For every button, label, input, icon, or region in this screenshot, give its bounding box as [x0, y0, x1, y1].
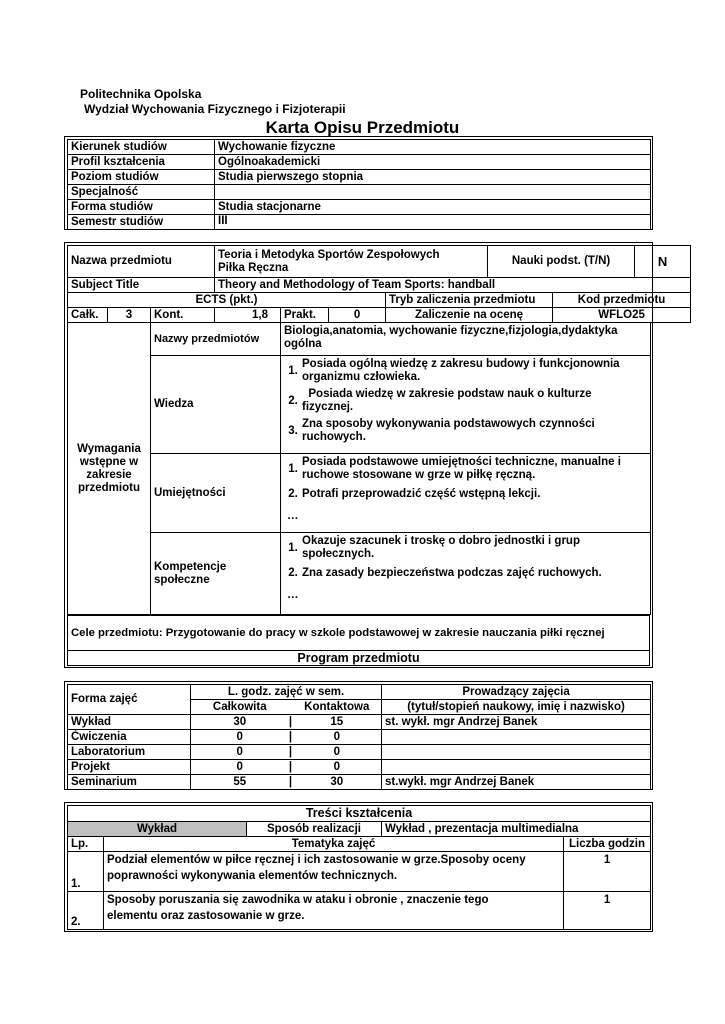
item-number: 3. — [288, 424, 298, 437]
hours-label: L. godz. zajęć w sem. — [191, 685, 382, 700]
requirements-label-line: przedmiotu — [78, 481, 140, 494]
knowledge-label: Wiedza — [151, 356, 281, 454]
class-form-label: Forma zajęć — [68, 685, 191, 715]
subject-title-value: Theory and Methodology of Team Sports: handball — [215, 278, 691, 293]
prerequisite-subjects-line: ogólna — [284, 338, 322, 350]
teacher — [382, 760, 651, 775]
item-line: ruchowych. — [302, 431, 366, 443]
study-value: Wychowanie fizyczne — [215, 140, 651, 155]
method-value: Wykład , prezentacja multimedialna — [382, 822, 651, 837]
item-number: 1. — [288, 364, 298, 377]
topic-line: elementu oraz zastosowanie w grze. — [107, 910, 305, 922]
classes-table — [67, 684, 651, 790]
hours-separator: | — [288, 730, 293, 743]
contact-hours: 0 — [293, 745, 382, 760]
content-type: Wykład — [68, 822, 247, 837]
subject-title-label: Subject Title — [68, 278, 215, 293]
total-ects-label: Całk. — [68, 308, 108, 323]
class-form: Laboratorium — [68, 745, 191, 760]
study-value — [215, 185, 651, 200]
total-hours: 55 — [191, 775, 289, 790]
list-item — [284, 418, 647, 444]
subject-name-line: Teoria i Metodyka Sportów Zespołowych — [218, 248, 440, 261]
teacher: st.wykł. mgr Andrzej Banek — [382, 775, 651, 790]
hours-separator: | — [288, 715, 293, 728]
item-line: ruchowe stosowane w grze w piłkę ręczną. — [302, 469, 536, 481]
prerequisite-subjects-label: Nazwy przedmiotów — [151, 323, 281, 356]
topic-hours: 1 — [564, 892, 651, 930]
list-item — [284, 358, 647, 384]
prerequisite-subjects-line: Biologia,anatomia, wychowanie fizyczne,fizjologia,dydaktyka — [284, 325, 618, 337]
list-item — [284, 488, 647, 502]
teacher — [382, 730, 651, 745]
study-value: III — [215, 215, 651, 230]
study-value: Studia pierwszego stopnia — [215, 170, 651, 185]
list-item — [284, 535, 647, 561]
social-competence-list — [281, 533, 651, 615]
social-competence-label — [151, 533, 281, 615]
contact-hours: 0 — [293, 730, 382, 745]
ects-label: ECTS (pkt.) — [68, 293, 386, 308]
contact-hours: 0 — [293, 760, 382, 775]
method-label: Sposób realizacji — [247, 822, 382, 837]
table-row — [68, 892, 651, 930]
code-value: WFLO25 — [553, 308, 691, 323]
item-number: 1. — [288, 541, 298, 554]
knowledge-list — [281, 356, 651, 454]
item-number: 1. — [288, 462, 298, 475]
total-ects-value: 3 — [108, 308, 151, 323]
class-form: Projekt — [68, 760, 191, 775]
contact-hours-label: Kontaktowa — [293, 700, 382, 715]
item-line: organizmu człowieka. — [302, 371, 421, 383]
code-label: Kod przedmiotu — [553, 293, 691, 308]
item-line: Posiada wiedzę w zakresie podstaw nauk o kulturze — [302, 388, 592, 400]
study-table — [67, 139, 651, 230]
social-competence-label-line: społeczne — [154, 573, 210, 586]
subject-table — [67, 245, 691, 323]
list-ellipsis: … — [287, 588, 299, 601]
subject-name — [215, 246, 488, 278]
table-row — [68, 730, 651, 745]
contact-ects-label: Kont. — [151, 308, 215, 323]
requirements-label — [68, 323, 151, 615]
topic-line: Sposoby poruszania się zawodnika w ataku i obronie , znaczenie tego — [107, 894, 489, 906]
total-hours: 0 — [191, 730, 289, 745]
study-label: Forma studiów — [68, 200, 215, 215]
study-label: Profil kształcenia — [68, 155, 215, 170]
list-item — [284, 567, 647, 581]
practical-ects-label: Prakt. — [281, 308, 329, 323]
topic — [104, 892, 564, 930]
page-title: Karta Opisu Przedmiotu — [265, 118, 460, 137]
table-row — [68, 745, 651, 760]
social-competence-label-line: Kompetencje — [154, 560, 227, 573]
class-form: Seminarium — [68, 775, 191, 790]
requirements-label-line: Wymagania — [77, 442, 141, 455]
study-label: Semestr studiów — [68, 215, 215, 230]
skills-label: Umiejętności — [151, 454, 281, 533]
hours-separator: | — [288, 775, 293, 788]
practical-ects-value: 0 — [329, 308, 386, 323]
study-label: Kierunek studiów — [68, 140, 215, 155]
requirements-label-line: wstępne w — [79, 455, 139, 468]
content-title: Treści kształcenia — [68, 806, 651, 822]
contact-hours: 15 — [293, 715, 382, 730]
item-line: Zna sposoby wykonywania podstawowych czynności — [302, 418, 595, 430]
mode-label: Tryb zaliczenia przedmiotu — [386, 293, 553, 308]
topic-line: Podział elementów w piłce ręcznej i ich zastosowanie w grze.Sposoby oceny — [107, 854, 526, 866]
table-row — [68, 775, 651, 790]
skills-list — [281, 454, 651, 533]
study-label: Specjalność — [68, 185, 215, 200]
item-line: Okazuje szacunek i troskę o dobro jednostki i grup — [302, 535, 580, 547]
total-hours: 0 — [191, 760, 289, 775]
topic — [104, 852, 564, 892]
content-hours-label: Liczba godzin — [564, 837, 651, 852]
hours-separator: | — [288, 760, 293, 773]
class-form: Ćwiczenia — [68, 730, 191, 745]
table-row — [68, 760, 651, 775]
total-hours-label: Całkowita — [191, 700, 289, 715]
class-form: Wykład — [68, 715, 191, 730]
requirements-table — [67, 322, 651, 615]
teacher-sub-label: (tytuł/stopień naukowy, imię i nazwisko) — [382, 700, 651, 715]
basic-sciences-label: Nauki podst. (T/N) — [488, 246, 635, 278]
study-label: Poziom studiów — [68, 170, 215, 185]
total-hours: 0 — [191, 745, 289, 760]
item-number: 2. — [288, 394, 298, 407]
topic-label: Tematyka zajęć — [104, 837, 564, 852]
item-line: społecznych. — [302, 548, 375, 560]
total-hours: 30 — [191, 715, 289, 730]
table-row — [68, 852, 651, 892]
contact-hours: 30 — [293, 775, 382, 790]
study-value: Studia stacjonarne — [215, 200, 651, 215]
item-line: Posiada podstawowe umiejętności techniczne, manualne i — [302, 456, 621, 468]
basic-sciences-value: N — [635, 246, 691, 278]
lp-label: Lp. — [68, 837, 104, 852]
table-row — [68, 715, 651, 730]
topic-line: poprawności wykonywania elementów technicznych. — [107, 870, 398, 882]
list-item — [284, 388, 647, 414]
item-line: Zna zasady bezpieczeństwa podczas zajęć ruchowych. — [302, 567, 602, 579]
teacher: st. wykł. mgr Andrzej Banek — [382, 715, 651, 730]
course-goals: Cele przedmiotu: Przygotowanie do pracy w szkole podstawowej w zakresie nauczania piłki ręcznej — [68, 616, 650, 651]
teacher-label: Prowadzący zajęcia — [382, 685, 651, 700]
topic-hours: 1 — [564, 852, 651, 892]
item-number: 2. — [288, 567, 298, 579]
item-number: 2. — [288, 488, 298, 500]
contact-ects-value: 1,8 — [215, 308, 281, 323]
subject-name-label: Nazwa przedmiotu — [68, 246, 215, 278]
row-number: 1. — [68, 852, 104, 892]
item-line: Potrafi przeprowadzić część wstępną lekcji. — [302, 488, 541, 500]
university-name: Politechnika Opolska — [80, 87, 202, 101]
subject-name-line: Piłka Ręczna — [218, 261, 289, 274]
faculty-name: Wydział Wychowania Fizycznego i Fizjoterapii — [84, 102, 346, 116]
goals-table — [67, 615, 650, 666]
list-item — [284, 456, 647, 482]
study-value: Ogólnoakademicki — [215, 155, 651, 170]
list-ellipsis: … — [287, 509, 299, 522]
content-table — [67, 805, 651, 930]
hours-separator: | — [288, 745, 293, 758]
teacher — [382, 745, 651, 760]
item-line: Posiada ogólną wiedzę z zakresu budowy i funkcjonownia — [302, 358, 620, 370]
requirements-label-line: zakresie — [86, 468, 132, 481]
item-line: fizycznej. — [302, 401, 354, 413]
program-title: Program przedmiotu — [68, 651, 650, 666]
row-number: 2. — [68, 892, 104, 930]
mode-value: Zaliczenie na ocenę — [386, 308, 553, 323]
prerequisite-subjects — [281, 323, 651, 356]
